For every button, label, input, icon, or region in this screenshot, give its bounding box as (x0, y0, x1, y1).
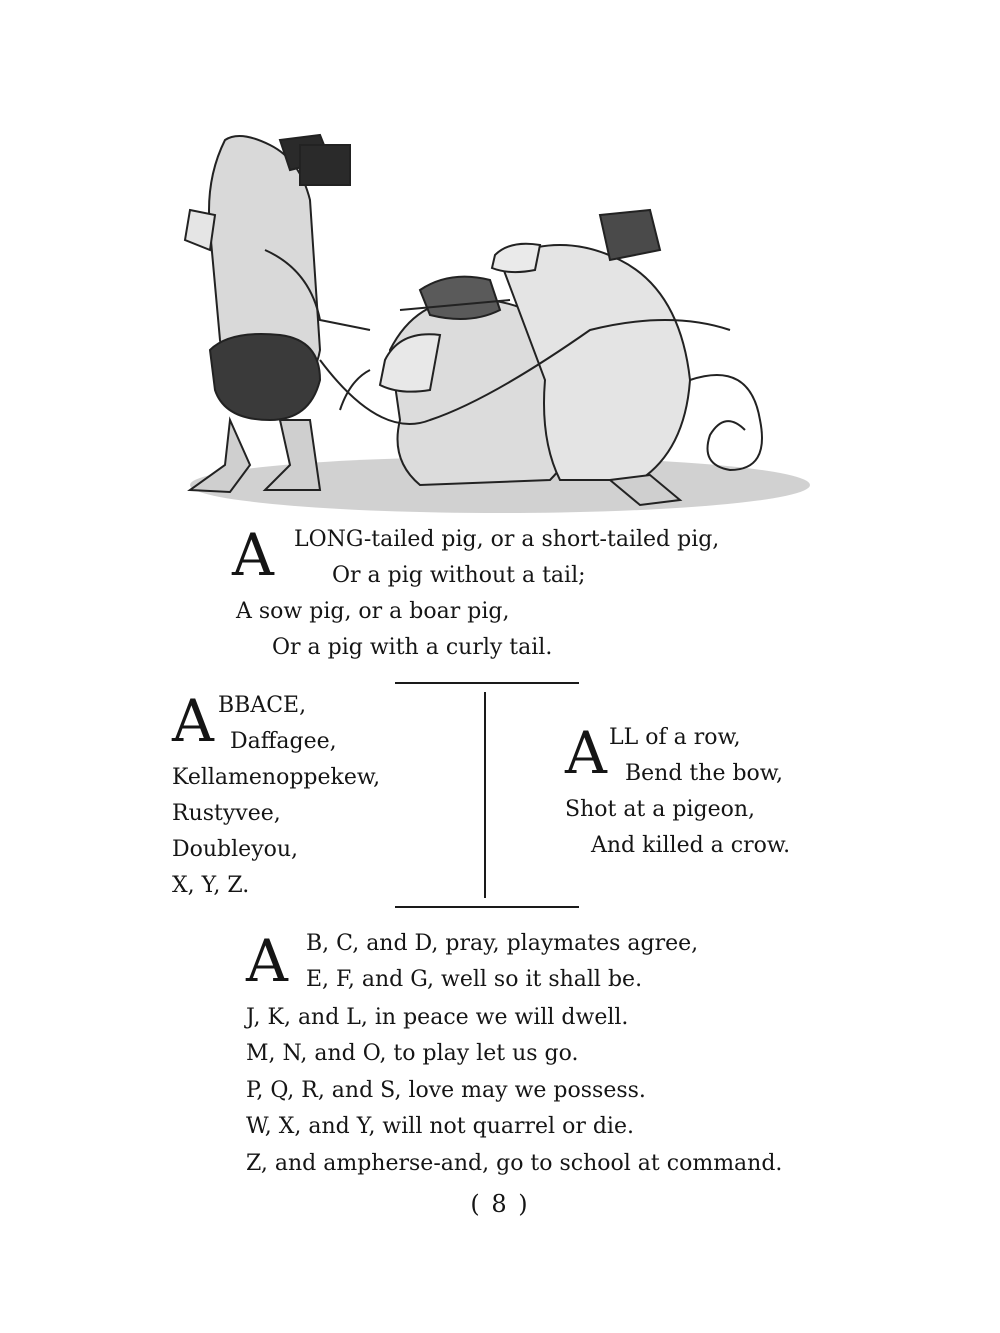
drop-cap-a: A (565, 719, 607, 787)
poem-line: W, X, and Y, will not quarrel or die. (246, 1114, 634, 1139)
poem-line: Rustyvee, (172, 801, 281, 826)
poem-abc-playmates (246, 926, 806, 1186)
poem-line: Bend the bow, (625, 761, 783, 786)
poem-line: LONG-tailed pig, or a short-tailed pig, (294, 527, 720, 552)
poem-line: Daffagee, (230, 729, 337, 754)
poem-line: Kellamenoppekew, (172, 765, 381, 790)
poem-all-of-a-row (565, 720, 815, 870)
poem-line: Shot at a pigeon, (565, 797, 756, 822)
pigs-illustration (170, 120, 810, 520)
poem-line: M, N, and O, to play let us go. (246, 1041, 579, 1066)
standing-pig-figure (185, 135, 370, 492)
poem-line: P, Q, R, and S, love may we possess. (246, 1078, 646, 1103)
vertical-divider-rule (484, 692, 486, 898)
poem-line: Z, and ampherse-and, go to school at command. (246, 1151, 783, 1176)
poem-line: B, C, and D, pray, playmates agree, (306, 931, 699, 956)
poem-line: LL of a row, (609, 725, 741, 750)
poem-line: Doubleyou, (172, 837, 299, 862)
poem-line: Or a pig with a curly tail. (272, 635, 553, 660)
poem-abbace (172, 688, 472, 908)
poem-line: And killed a crow. (591, 833, 791, 858)
poem-line: Or a pig without a tail; (332, 563, 586, 588)
poem-line: BBACE, (218, 693, 307, 718)
poem-long-tailed-pig (232, 522, 792, 672)
drop-cap-a: A (246, 927, 288, 995)
poem-line: A sow pig, or a boar pig, (236, 599, 510, 624)
drop-cap-a: A (172, 687, 214, 755)
page-number: ( 8 ) (470, 1190, 530, 1218)
poem-line: E, F, and G, well so it shall be. (306, 967, 643, 992)
top-divider-rule (395, 682, 579, 684)
pigs-illustration-svg (170, 120, 810, 520)
poem-line: J, K, and L, in peace we will dwell. (246, 1005, 629, 1030)
drop-cap-a: A (232, 521, 274, 589)
poem-line: X, Y, Z. (172, 873, 250, 898)
